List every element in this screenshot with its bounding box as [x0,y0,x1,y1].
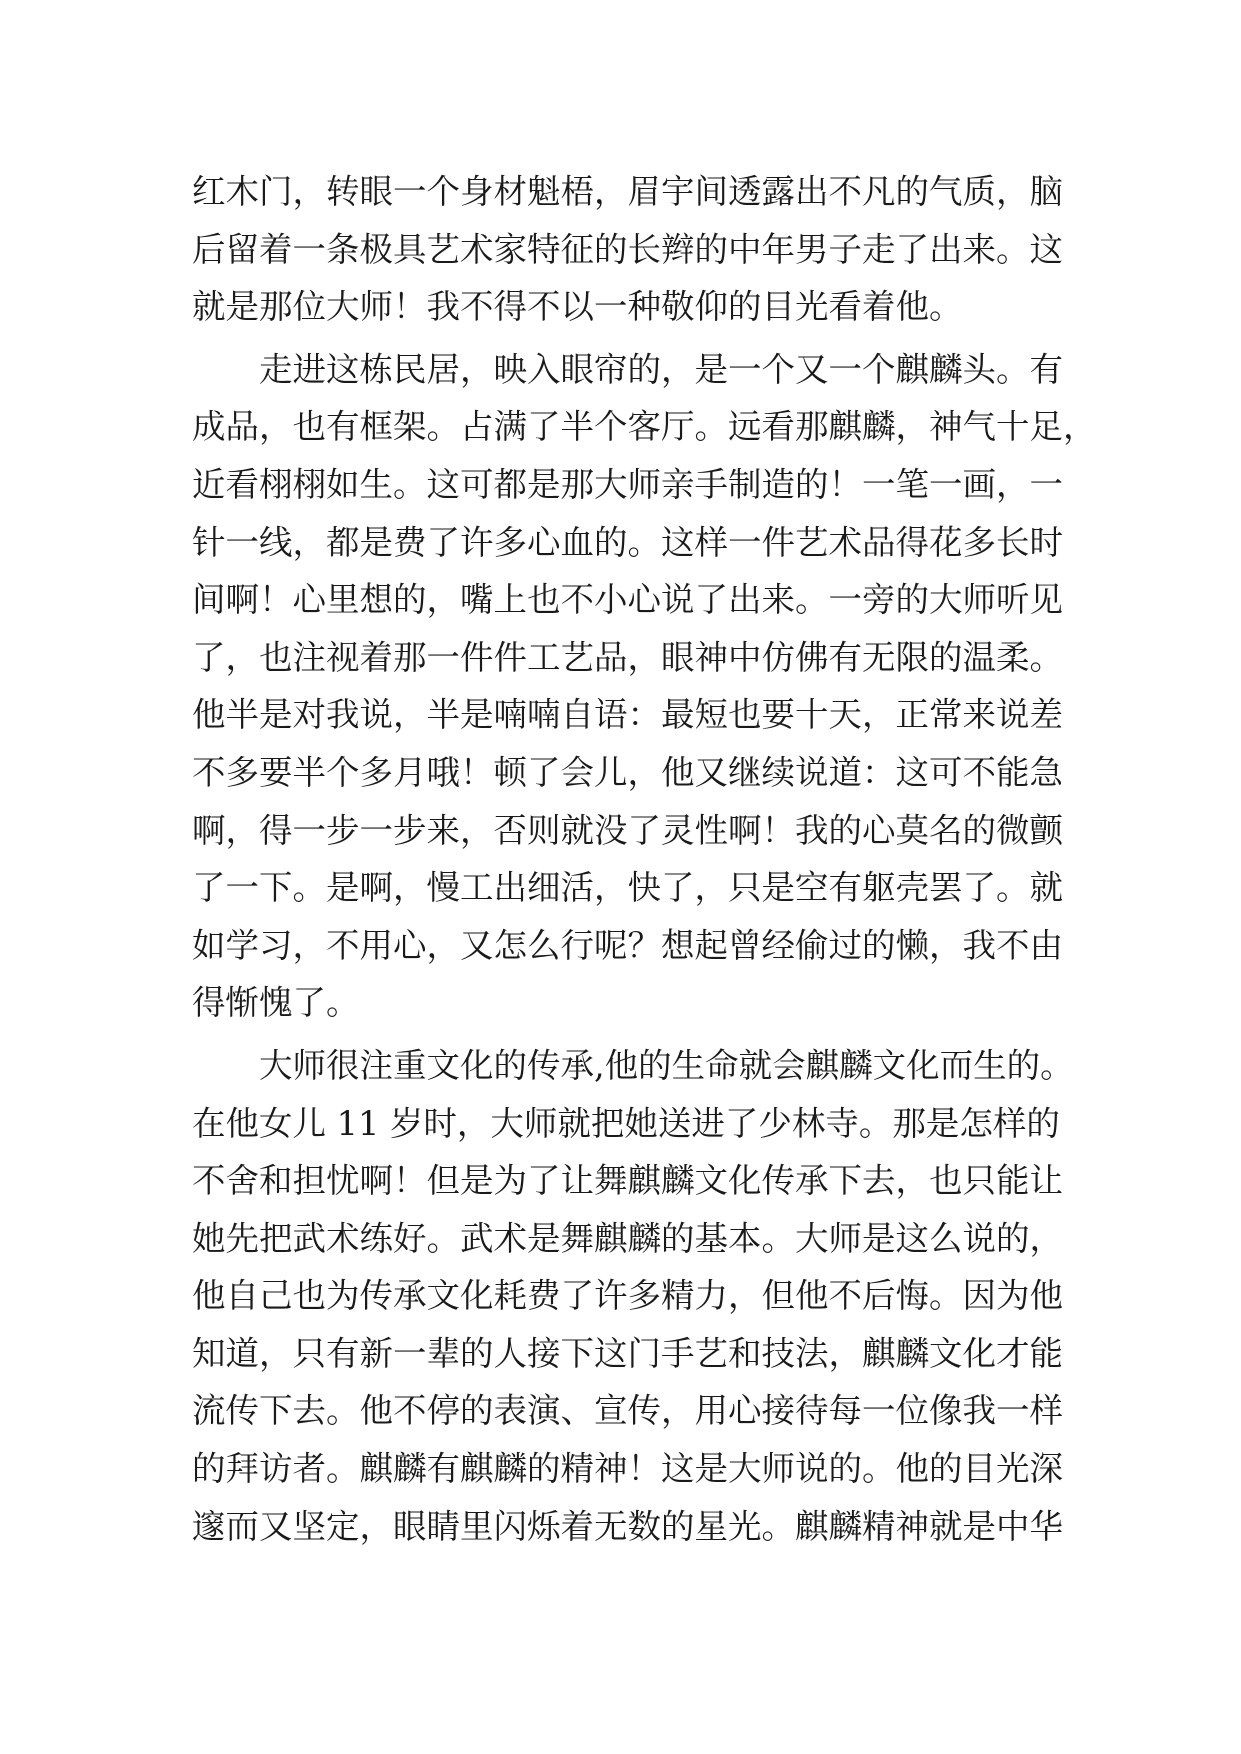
body-text [192,163,1097,1555]
text-line: 红木门，转眼一个身材魁梧，眉宇间透露出不凡的气质，脑 [192,172,1063,211]
text-line: 邃而又坚定，眼睛里闪烁着无数的星光。麒麟精神就是中华 [192,1506,1063,1546]
text-line: 走进这栋民居，映入眼帘的，是一个又一个麒麟头。有 [192,349,1063,389]
text-line: 他半是对我说，半是喃喃自语：最短也要十天，正常来说差 [192,695,1063,735]
text-line: 了，也注视着那一件件工艺品，眼神中仿佛有无限的温柔。 [192,637,1063,677]
text-line: 了一下。是啊，慢工出细活，快了，只是空有躯壳罢了。就 [192,868,1063,908]
text-line: 的拜访者。麒麟有麒麟的精神！这是大师说的。他的目光深 [192,1449,1063,1489]
text-line: 后留着一条极具艺术家特征的长辫的中年男子走了出来。这 [192,229,1063,269]
text-line: 他自己也为传承文化耗费了许多精力，但他不后悔。因为他 [192,1276,1063,1316]
text-line: 就是那位大师！我不得不以一种敬仰的目光看着他。 [192,287,963,327]
text-line: 大师很注重文化的传承,他的生命就会麒麟文化而生的。 [192,1045,1074,1085]
text-line: 得惭愧了。 [192,983,360,1023]
text-line: 近看栩栩如生。这可都是那大师亲手制造的！一笔一画，一 [192,464,1063,504]
text-line: 不舍和担忧啊！但是为了让舞麒麟文化传承下去，也只能让 [192,1161,1063,1201]
text-line: 在他女儿 11 岁时，大师就把她送进了少林寺。那是怎样的 [192,1103,1060,1143]
text-line: 间啊！心里想的，嘴上也不小心说了出来。一旁的大师听见 [192,580,1063,620]
text-line: 啊，得一步一步来，否则就没了灵性啊！我的心莫名的微颤 [192,810,1063,850]
text-line: 成品，也有框架。占满了半个客厅。远看那麒麟，神气十足， [192,407,1097,447]
text-line: 知道，只有新一辈的人接下这门手艺和技法，麒麟文化才能 [192,1333,1063,1373]
text-line: 如学习，不用心，又怎么行呢？想起曾经偷过的懒，我不由 [192,925,1063,965]
text-line: 针一线，都是费了许多心血的。这样一件艺术品得花多长时 [192,522,1063,562]
text-line: 流传下去。他不停的表演、宣传，用心接待每一位像我一样 [192,1391,1063,1431]
text-line: 不多要半个多月哦！顿了会儿，他又继续说道：这可不能急 [192,752,1063,792]
text-line: 她先把武术练好。武术是舞麒麟的基本。大师是这么说的， [192,1218,1063,1258]
